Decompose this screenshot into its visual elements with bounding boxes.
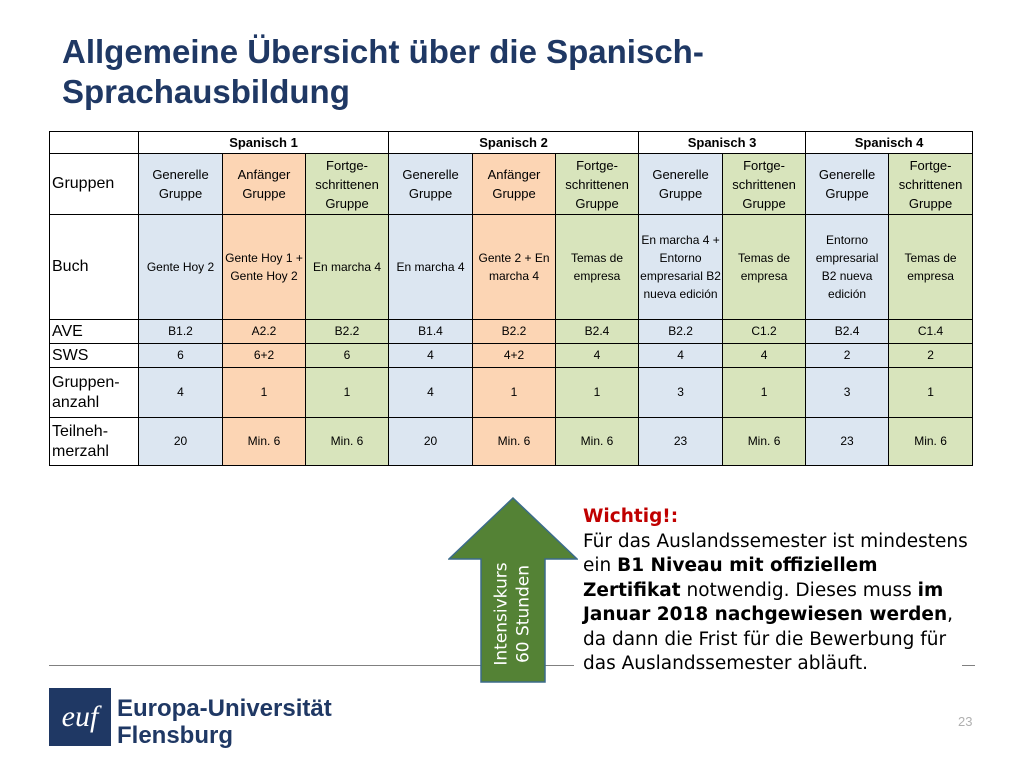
important-note [583, 505, 973, 677]
header-spanisch-2: Spanisch 2 [389, 132, 639, 154]
teilnehmerzahl-cell: 23 [639, 418, 723, 466]
buch-cell: Gente Hoy 1 + Gente Hoy 2 [223, 215, 306, 320]
gruppen-cell: Generelle Gruppe [806, 154, 889, 215]
empty-corner-cell [50, 132, 139, 154]
note-text-2: notwendig. Dieses muss [680, 579, 918, 601]
ave-cell: B2.4 [806, 320, 889, 344]
ave-cell: B1.2 [139, 320, 223, 344]
gruppenanzahl-cell: 1 [223, 368, 306, 418]
ave-cell: B2.2 [306, 320, 389, 344]
gruppen-cell: Anfänger Gruppe [223, 154, 306, 215]
gruppenanzahl-cell: 1 [473, 368, 556, 418]
note-bold-2: im Januar 2018 nachgewiesen werden [583, 579, 948, 625]
buch-cell: Temas de empresa [889, 215, 973, 320]
ave-cell: B1.4 [389, 320, 473, 344]
university-name-line2: Flensburg [117, 722, 234, 749]
gruppen-cell: Fortge-schrittenen Gruppe [556, 154, 639, 215]
teilnehmerzahl-cell: Min. 6 [473, 418, 556, 466]
row-label-sws: SWS [50, 344, 139, 368]
logo-mark: euf [61, 700, 99, 733]
teilnehmerzahl-cell: Min. 6 [889, 418, 973, 466]
slide-title: Allgemeine Übersicht über die Spanisch-Sprachausbildung [62, 33, 704, 110]
sws-cell: 4 [639, 344, 723, 368]
ave-cell: B2.4 [556, 320, 639, 344]
page-number: 23 [958, 714, 973, 729]
gruppen-cell: Generelle Gruppe [639, 154, 723, 215]
teilnehmerzahl-cell: 23 [806, 418, 889, 466]
table-row-gruppen [50, 154, 973, 215]
university-logo [49, 688, 111, 746]
gruppen-cell: Fortge-schrittenen Gruppe [723, 154, 806, 215]
row-label-buch: Buch [50, 215, 139, 320]
sws-cell: 2 [889, 344, 973, 368]
table-row-teilnehmerzahl [50, 418, 973, 466]
table-row-ave [50, 320, 973, 344]
sws-cell: 6 [306, 344, 389, 368]
arrow-label-line1: Intensivkurs [492, 562, 512, 666]
gruppen-cell: Generelle Gruppe [139, 154, 223, 215]
gruppen-cell: Anfänger Gruppe [473, 154, 556, 215]
gruppenanzahl-cell: 1 [723, 368, 806, 418]
sws-cell: 2 [806, 344, 889, 368]
buch-cell: Entorno empresarial B2 nueva edición [806, 215, 889, 320]
note-heading: Wichtig!: [583, 506, 679, 527]
gruppen-cell: Fortge-schrittenen Gruppe [889, 154, 973, 215]
gruppenanzahl-cell: 4 [139, 368, 223, 418]
course-overview-table [49, 131, 973, 466]
ave-cell: B2.2 [473, 320, 556, 344]
header-spanisch-4: Spanisch 4 [806, 132, 973, 154]
gruppenanzahl-cell: 3 [806, 368, 889, 418]
gruppenanzahl-cell: 3 [639, 368, 723, 418]
arrow-label-text [491, 562, 535, 665]
header-spanisch-1: Spanisch 1 [139, 132, 389, 154]
table-header-row [50, 132, 973, 154]
buch-cell: Temas de empresa [556, 215, 639, 320]
ave-cell: B2.2 [639, 320, 723, 344]
note-text-1: Für das Auslandssemester ist mindestens ein [583, 530, 968, 576]
arrow-label-line2: 60 Stunden [514, 564, 534, 664]
gruppen-cell: Generelle Gruppe [389, 154, 473, 215]
row-label-gruppenanzahl: Gruppen-anzahl [50, 368, 139, 418]
sws-cell: 4 [556, 344, 639, 368]
sws-cell: 4+2 [473, 344, 556, 368]
buch-cell: En marcha 4 + Entorno empresarial B2 nueva edición [639, 215, 723, 320]
buch-cell: Temas de empresa [723, 215, 806, 320]
teilnehmerzahl-cell: 20 [389, 418, 473, 466]
teilnehmerzahl-cell: Min. 6 [723, 418, 806, 466]
gruppenanzahl-cell: 1 [306, 368, 389, 418]
sws-cell: 6+2 [223, 344, 306, 368]
university-name-line1: Europa-Universität [117, 695, 332, 722]
ave-cell: A2.2 [223, 320, 306, 344]
sws-cell: 4 [723, 344, 806, 368]
header-spanisch-3: Spanisch 3 [639, 132, 806, 154]
university-name [117, 695, 332, 749]
arrow-label [481, 545, 545, 683]
ave-cell: C1.4 [889, 320, 973, 344]
sws-cell: 4 [389, 344, 473, 368]
table-row-gruppenanzahl [50, 368, 973, 418]
ave-cell: C1.2 [723, 320, 806, 344]
note-bold-1: B1 Niveau mit offiziellem Zertifikat [583, 555, 878, 601]
buch-cell: En marcha 4 [306, 215, 389, 320]
teilnehmerzahl-cell: Min. 6 [223, 418, 306, 466]
row-label-teilnehmerzahl: Teilneh-merzahl [50, 418, 139, 466]
gruppenanzahl-cell: 1 [556, 368, 639, 418]
teilnehmerzahl-cell: 20 [139, 418, 223, 466]
row-label-ave: AVE [50, 320, 139, 344]
sws-cell: 6 [139, 344, 223, 368]
buch-cell: Gente Hoy 2 [139, 215, 223, 320]
buch-cell: Gente 2 + En marcha 4 [473, 215, 556, 320]
row-label-gruppen: Gruppen [50, 154, 139, 215]
gruppen-cell: Fortge-schrittenen Gruppe [306, 154, 389, 215]
teilnehmerzahl-cell: Min. 6 [556, 418, 639, 466]
teilnehmerzahl-cell: Min. 6 [306, 418, 389, 466]
note-text-3: , da dann die Frist für die Bewerbung für das Auslandssemester abläuft. [583, 604, 954, 674]
table-row-sws [50, 344, 973, 368]
gruppenanzahl-cell: 4 [389, 368, 473, 418]
buch-cell: En marcha 4 [389, 215, 473, 320]
gruppenanzahl-cell: 1 [889, 368, 973, 418]
table-row-buch [50, 215, 973, 320]
